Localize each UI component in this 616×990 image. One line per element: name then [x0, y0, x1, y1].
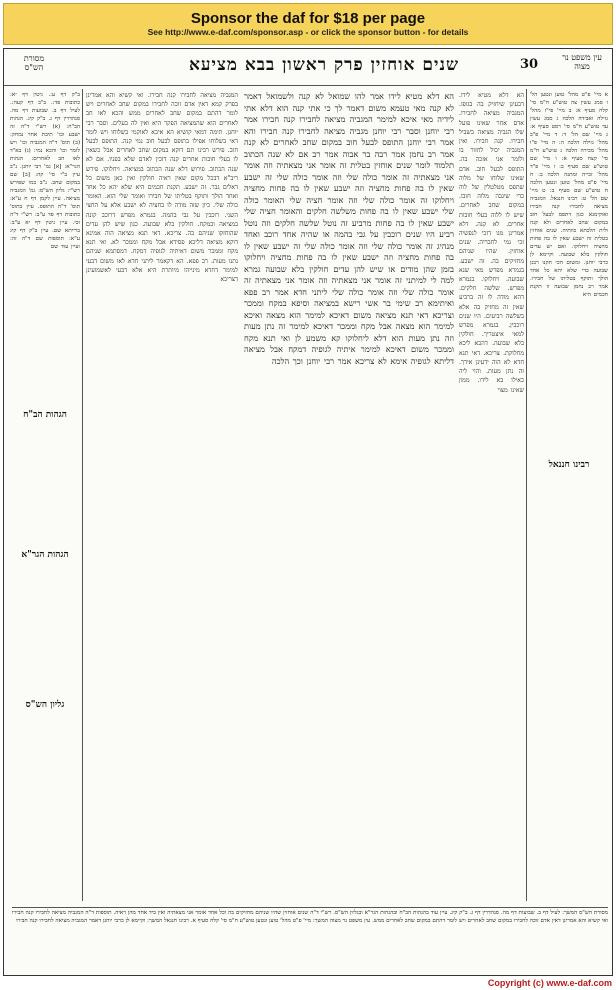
tosafot-column [86, 91, 238, 891]
sponsor-title[interactable]: Sponsor the daf for $18 per page [190, 10, 426, 27]
ein-mishpat-label: עין משפט נר מצוה [562, 53, 602, 71]
ein-mishpat-column [530, 91, 608, 951]
bottom-notes [12, 907, 608, 969]
talmud-page [3, 48, 613, 976]
column-divider [82, 89, 83, 901]
ein-mishpat-text: א מיי' פ"ט מהל' טוען ונטען הל' ז סמג עשין צה טוש"ע ח"מ סי' קלח סעיף א: ב מיי' פי"ז מהל' גזילה ואבידה הלכה ג סמג עשין עד טוש"ע ח"מ סי' רסט סעיף א: ג מיי' שם הל' ד: ד מיי' פ"ב מהל' גזילה הלכה ה: ה מיי' פ"ו מהל' מכירה הלכה ג טוש"ע ח"מ סי' קצח סעיף א: ו מיי' שם טוש"ע שם סעיף ב: ז מיי' פ"ד מהל' זכייה ומתנה הלכה ב: ח מיי' פ"ט מהל' טוען ונטען הלכה ח טוש"ע שם סעיף ב: ט מיי' שם הל' ט: רבינו חננאל. המגביה מציאה לחבירו קנה חבירו ואוקימנא כגון דתפס לבעל חוב במקום שחב לאחרים ולא קנה ולית הלכתא כוותיה. שנים אוחזין בטלית זה ישבע שאין לו בה פחות מחציה ויחלוקו. ואם יש עדים חולקין בלא שבועה. וקיימא לן כרבי יוחנן. ומשום הכי תקנו רבנן שבועה כדי שלא יהא כל אחד הולך ותוקף בטליתו של חבירו. אמר רב נחמן שבועה זו תקנת חכמים היא [530, 92, 608, 298]
page-title: שנים אוחזין פרק ראשון בבא מציעא [188, 55, 460, 75]
tosafot-text: המגביה מציאה לחבירו קנה חבירו. ואי קשיא והא אמרינן בפרק קמא דאין אדם זוכה לחבירו במקום שחב לאחרים ויש לומר דהתם במקום שחב לאחרים ממש והכא לאו חב לאחרים הוא שהמציאה הפקר היא ואין לה בעלים. וסבר רבי יוחנן. תימה דמאי קושיא הא איכא לאוקמי בשלוחו ויש לומר דאי בשלוחו אפילו בתופס לבעל חוב נמי קנה. התופס לבעל חוב. פירש רבינו תם דוקא במקום שחב לאחרים אבל כשאין לו בעלי חובות אחרים קנה דזכין לאדם שלא בפניו. אם לא שנה הכתוב. פירוש דלא שנה הכתוב במציאה. ויחלוקו. פירש ריב"א דבכל מקום שאין ראיה חולקין ואין כאן משום כל דאלים גבר. זה ישבע. תקנת חכמים היא שלא יהא כל אחד ואחד הולך ותוקף בטליתו של חבירו ואומר שלי הוא. האומר כולה שלי. כיון שזה מודה לו בחציה לא ישבע אלא על החצי השני. רוכבין על גבי בהמה. בגמרא מפרש דרוכב קונה במציאה ובמקח. חולקין בלא שבועה. כגון שיש להן עדים שהוחזקו שניהם בה. צריכא. דאי תנא מציאה הוה אמינא דוקא מציאה דליכא פסידא אבל מקח וממכר לא. ואי תנא מקח וממכר משום דאיתיה לגופיה דמקח. דמסתמא שניהם נתנו מעות. רב פפא. הא דקאמר ליתני חדא לאו משום דבעי למימר דחדא מינייהו מיותרת היא אלא דבעי לאשמועינן דצריכא [86, 92, 238, 284]
rashi-text: הא דלא מטיא לידו. דבעינן שיחזיק בה בגופו. המגביה מציאה לחבירו. אדם אחר שאינו פועל שלו הגביה מציאה בשביל חבירו. קנה חבירו. ואין המגביה יכול לחזור בו ולומר אני אזכה בה. התופס לבעל חוב. אדם שאינו שלוחו של מלוה שתפס מטלטלין של לוה כדי שיגבה מלוה חובו. במקום שחב לאחרים. שיש לו ללוה בעלי חובות אחרים. לא קנה. דלא אמרינן מגו דזכי לנפשיה זכי נמי לחבריה. שנים אוחזין. שהיו שניהם מחזיקים בה. זה ישבע. בגמרא מפרש מאי שנא שבועה. ויחלוקו. בגמרא מפרש. שלשה חלקים. דהא מודה לו זה ברביע שאין זה מחזיק בה אלא בשלשה רביעים. היו שנים רוכבין. בגמרא מפרש למאי איצטריך. חולקין בלא שבועה. דהכא ליכא מחלוקת. צריכא. דאי תנא חדא לא הוה ידעינן אידך. זה נתן מעות. והוי ליה כאילו בא לידו. ממון שאינו מצוי [459, 92, 524, 394]
header-divider [4, 85, 612, 86]
rabbeinu-chananel-heading: רבינו חננאל [532, 459, 606, 470]
copyright-notice: Copyright (c) www.e-daf.com [487, 978, 612, 988]
gemara-text: הא דלא מטיא לידו אמר להו שמואל לא קנה ולשמואל דאמר לא קנה מאי טעמא משום דאמר לך כי אתי קנה הוא דלא אתי לידיה מאי איכא למימר המגביה מציאה לחבירו קנה חבירו אמר רבי יוחנן וסבר רבי יוחנן מגביה מציאה לחבירו קנה חבירו והא אמר רבי יוחנן התופס לבעל חוב במקום שחב לאחרים לא קנה אמר רב נחמן אמר רבה בר אבוה אמר רב אם לא שנה הכתוב תלמוד לומר שנים אוחזין בטלית זה אומר אני מצאתיה וזה אומר אני מצאתיה זה אומר כולה שלי וזה אומר כולה שלי זה ישבע שאין לו בה פחות מחציה וזה ישבע שאין לו בה פחות מחציה ויחלוקו זה אומר כולה שלי וזה אומר חציה שלי האומר כולה שלי ישבע שאין לו בה פחות משלשה חלקים והאומר חציה שלי ישבע שאין לו בה פחות מרביע זה נוטל שלשה חלקים וזה נוטל רביע היו שנים רוכבין על גבי בהמה או שהיה אחד רוכב ואחד מנהיג זה אומר כולה שלי וזה אומר כולה שלי זה ישבע שאין לו בה פחות מחציה וזה ישבע שאין לו בה פחות מחציה ויחלוקו בזמן שהן מודים או שיש להן עדים חולקין בלא שבועה גמרא למה לי למיתני זה אומר אני מצאתיה וזה אומר אני מצאתיה זה אומר כולה שלי וזה אומר כולה שלי ליתני חדא אמר רב פפא ואיתימא רב שימי בר אשי רישא במציאה וסיפא במקח וממכר וצריכא דאי תנא מציאה משום דאיכא למימר הוא מצאה ואיכא למימר הוא מצאה אבל מקח וממכר דאיכא למימר זה נתן מעות וזה נתן מעות הוא דלא ליחלוקו קא משמע לן ואי תנא מקח וממכר משום דאיכא למימר איתיה לגופיה דמקח אבל מציאה דליתא לגופיה אימא לא צריכא אמר רבי יוחנן וכך הלכה [244, 91, 454, 366]
masoret-hashas-label: מסורת הש"ס [23, 54, 45, 72]
bottom-notes-text: מסורת הש"ס המשך: לעיל דף ב. שבועות דף מה. סנהדרין דף ג. ב"ק קיג. עיין עוד בהגהות הב"ח ובהגהות הגר"א ובגליון הש"ס. רש"י ד"ה שנים אוחזין שהיו שניהם מחזיקים בה וכל אחד אומר אני מצאתיה ואין ביד אחד מהן ראיה. תוספות ד"ה המגביה מציאה לחבירו קנה חבירו ואי קשיא והא אמרינן דאין אדם זוכה לחבירו במקום שחב לאחרים ויש לומר דהתם במקום שחב לאחרים ממש. עין משפט נר מצוה המשך: מיי' פ"ט מהל' טוען ונטען טוש"ע ח"מ סי' קלח סעיף א. רבינו חננאל המשך: וקיימא לן כרבי יוחנן דאמר המגביה מציאה לחבירו קנה חבירו [12, 910, 608, 924]
hagahot-habach-heading: הגהות הב"ח [10, 409, 80, 420]
gilyon-hashas-heading: גליון הש"ס [10, 699, 80, 710]
column-divider [526, 89, 527, 901]
masoret-hashas-text: ב"ק דף ע:. גיטין דף יא: כתובות פד:. ב"ב דף קעה:. לעיל דף ב. שבועות דף מה. סנהדרין דף ג. ב"ק קיג. הגהות הב"ח: (א) רש"י ד"ה זה ישבע וכו' תיבת אחר נמחק: (ב) תוס' ד"ה המגביה וכו' ויש לומר וכו' והכא נמי: (ג) בא"ד לאו חב לאחרים: הגהות הגר"א: [א] גמ' רבי יוחנן. נ"ב עיין ב"י סי' קה: [ב] שם במקום שחב. נ"ב כמו שפירש רש"י: גליון הש"ס: גמ' המגביה מציאה. עיין לקמן דף ח ע"א: תוס' ד"ה התופס. עיין בתוס' כתובות דף פד ע"ב: רש"י ד"ה זכי. עיין גיטין דף יא ע"ב: ברייתא שם. עיין ב"ק דף קיג ע"א: תוספות שם ד"ה זה: ועיין עוד שם [10, 92, 80, 250]
gemara-column [244, 91, 454, 771]
masoret-hashas-column [10, 91, 80, 951]
rashi-column [459, 91, 524, 871]
sponsor-banner[interactable] [3, 3, 613, 45]
hagahot-hagra-heading: הגהות הגר"א [10, 549, 80, 560]
page-number: 30 [519, 57, 539, 72]
sponsor-link[interactable]: See http://www.e-daf.com/sponsor.asp - or click the sponsor button - for details [147, 27, 469, 37]
